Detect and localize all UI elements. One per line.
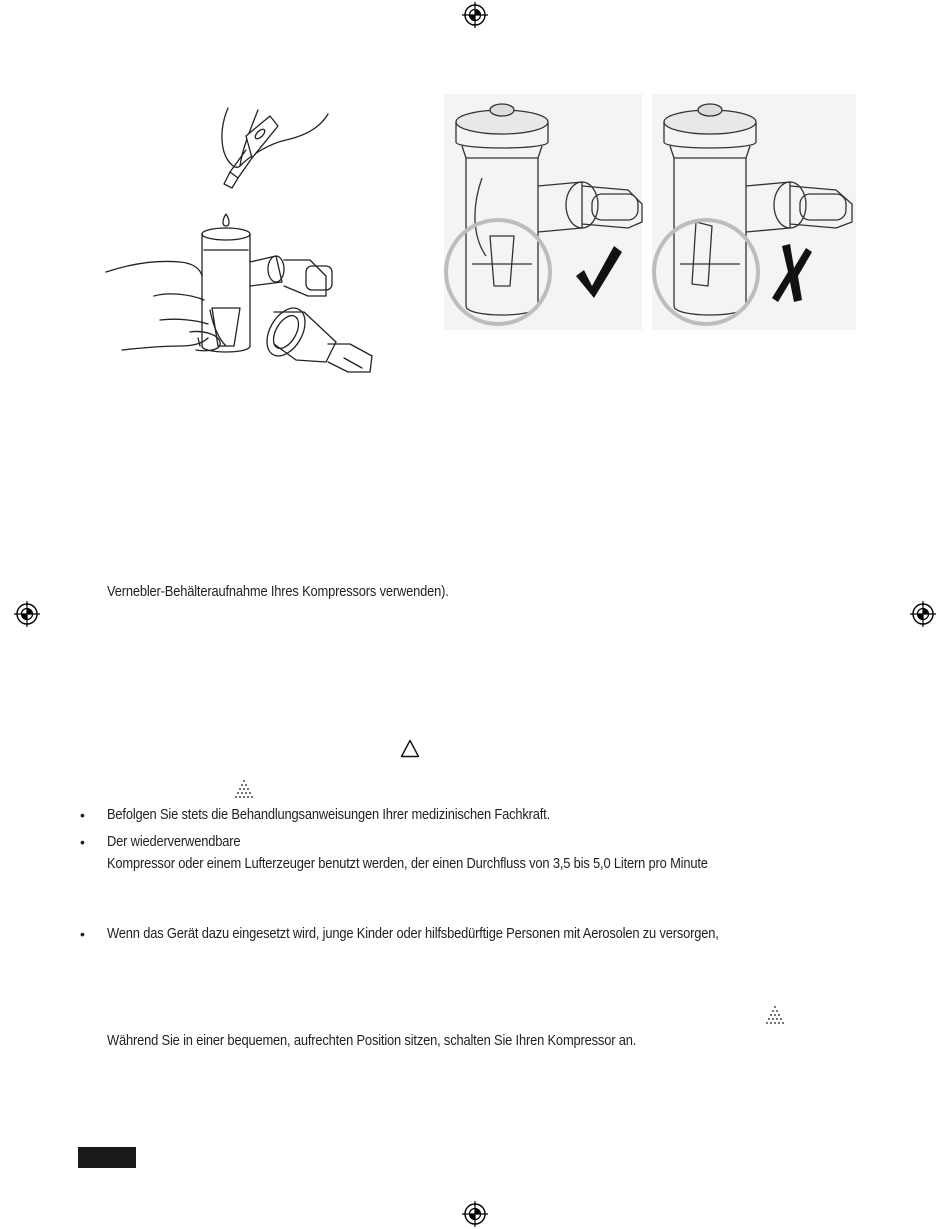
bullet-text-continued: Kompressor oder einem Lufterzeuger benutzt werden, der einen Durchfluss von 3,5 bis 5,0 Litern pro Minute [107,855,708,872]
warning-triangle-icon [400,739,420,758]
bullet-text: Der wiederverwendbare [107,833,241,850]
instruction-line: Vernebler-Behälteraufnahme Ihres Kompressors verwenden). [107,583,449,600]
bullet-text: Befolgen Sie stets die Behandlungsanweisungen Ihrer medizinischen Fachkraft. [107,806,551,823]
nebulizer-filling-illustration [100,100,390,385]
registration-mark-icon [462,2,488,28]
registration-mark-icon [14,601,40,627]
bullet-marker: • [80,926,85,942]
mist-icon [764,1005,786,1027]
instruction-line: Während Sie in einer bequemen, aufrechten Position sitzen, schalten Sie Ihren Kompressor an. [107,1032,637,1049]
page-tab-marker [78,1147,136,1168]
registration-mark-icon [910,601,936,627]
assembly-comparison-illustration [442,86,858,332]
mist-icon [233,779,255,801]
bullet-text: Wenn das Gerät dazu eingesetzt wird, junge Kinder oder hilfsbedürftige Personen mit Aerosolen zu versorgen, [107,925,719,942]
bullet-marker: • [80,834,85,850]
registration-mark-icon [462,1201,488,1227]
bullet-marker: • [80,807,85,823]
